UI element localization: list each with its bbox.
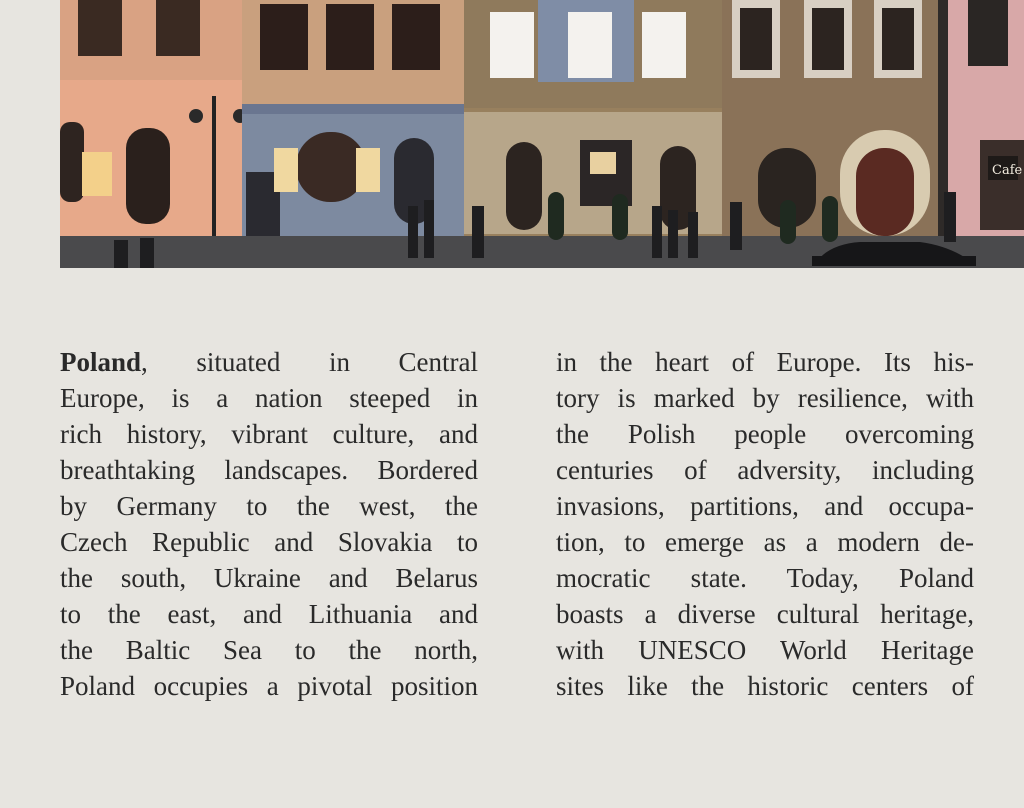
text-line: the Baltic Sea to the north, [60, 635, 478, 665]
text-line: by Germany to the west, the [60, 491, 478, 521]
cafe-sign-text: Cafe [992, 163, 1023, 178]
lead-line [60, 344, 478, 380]
text-line: the south, Ukraine and Belarus [60, 563, 478, 593]
text-line: Europe, is a nation steeped in [60, 383, 478, 413]
text-line: in the heart of Europe. Its his- [556, 347, 974, 377]
text-line: rich history, vibrant culture, and [60, 419, 478, 449]
text-line: with UNESCO World Heritage [556, 635, 974, 665]
text-line: Poland occupies a pivotal position [60, 671, 478, 701]
text-line: Czech Republic and Slovakia to [60, 527, 478, 557]
old-town-photo [60, 0, 1024, 268]
text-line: to the east, and Lithuania and [60, 599, 478, 629]
text-line: the Polish people overcoming [556, 419, 974, 449]
text-column-right [556, 344, 974, 704]
text-line: boasts a diverse cultural heritage, [556, 599, 974, 629]
text-line: centuries of adversity, including [556, 455, 974, 485]
text-line: tion, to emerge as a modern de- [556, 527, 974, 557]
text-line: tory is marked by resilience, with [556, 383, 974, 413]
text-line: mocratic state. Today, Poland [556, 563, 974, 593]
text-line: invasions, partitions, and occupa- [556, 491, 974, 521]
text-line: breathtaking landscapes. Bordered [60, 455, 478, 485]
lead-rest: , situated in Central [141, 347, 478, 377]
text-line: sites like the historic centers of [556, 671, 974, 701]
lead-bold-word: Poland [60, 347, 142, 377]
text-column-left [60, 344, 478, 704]
